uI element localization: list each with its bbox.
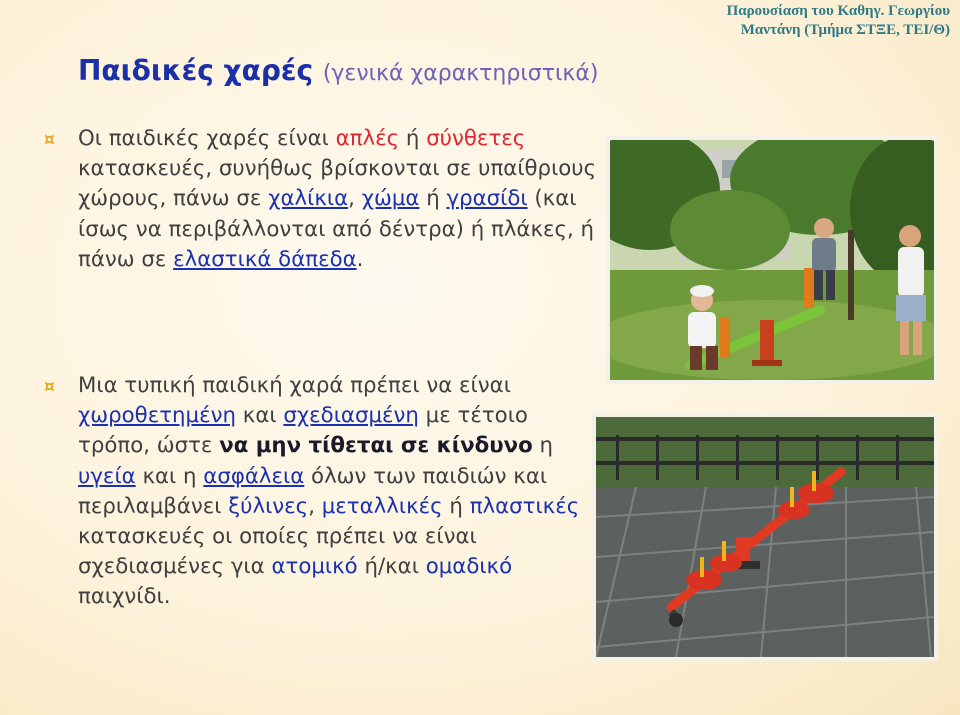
presentation-credit [727, 2, 950, 40]
keyword-sited: χωροθετημένη [78, 403, 237, 429]
keyword-designed: σχεδιασμένη [283, 403, 419, 429]
keyword-individual: ατομικό [271, 554, 358, 580]
keyword-group: ομαδικό [425, 554, 513, 580]
keyword-grass: γρασίδι [446, 186, 528, 212]
photo-children-seesaw [606, 136, 938, 384]
keyword-plastic: πλαστικές [469, 493, 580, 519]
keyword-soil: χώμα [361, 186, 420, 212]
credit-line-1: Παρουσίαση του Καθηγ. Γεωργίου [726, 3, 950, 19]
keyword-gravel: χαλίκια [268, 186, 349, 212]
bullet-marker-icon: ¤ [44, 130, 55, 150]
photo-red-seesaw [592, 413, 938, 661]
credit-line-2: Μαντάνη (Τμήμα ΣΤΞΕ, ΤΕΙ/Θ) [740, 22, 950, 38]
keyword-metal: μεταλλικές [321, 493, 443, 519]
bullet-paragraph-2: Μια τυπική παιδική χαρά πρέπει να είναι χωροθετημένη και σχεδιασμένη με τέτοιο τρόπο, ώστε να μην τίθεται σε κίνδυνο η υγεία και η ασφάλεια όλων των παιδιών και περιλαμβάνει ξύλινες, μεταλλικές ή πλαστικές κατασκευές οι οποίες πρέπει να είναι σχεδιασμένες για ατομικό ή/και ομαδικό παιχνίδι. [78, 373, 580, 610]
bullet-marker-icon: ¤ [44, 377, 55, 397]
slide-title [78, 54, 598, 87]
title-main: Παιδικές χαρές [78, 54, 314, 87]
keyword-wooden: ξύλινες [228, 493, 309, 519]
keyword-rubber-floor: ελαστικά δάπεδα [173, 246, 357, 272]
title-subtitle: (γενικά χαρακτηριστικά) [322, 61, 599, 86]
seesaw-park-illustration [610, 140, 934, 380]
keyword-safety: ασφάλεια [203, 463, 305, 489]
red-seesaw-illustration [596, 417, 934, 657]
keyword-health: υγεία [78, 463, 136, 489]
keyword-no-danger: να μην τίθεται σε κίνδυνο [219, 433, 533, 459]
bullet-paragraph-1: Οι παιδικές χαρές είναι απλές ή σύνθετες κατασκευές, συνήθως βρίσκονται σε υπαίθριους χώρους, πάνω σε χαλίκια, χώμα ή γρασίδι (και ίσως να περιβάλλονται από δέντρα) ή πλάκες, ή πάνω σε ελαστικά δάπεδα. [78, 126, 597, 272]
